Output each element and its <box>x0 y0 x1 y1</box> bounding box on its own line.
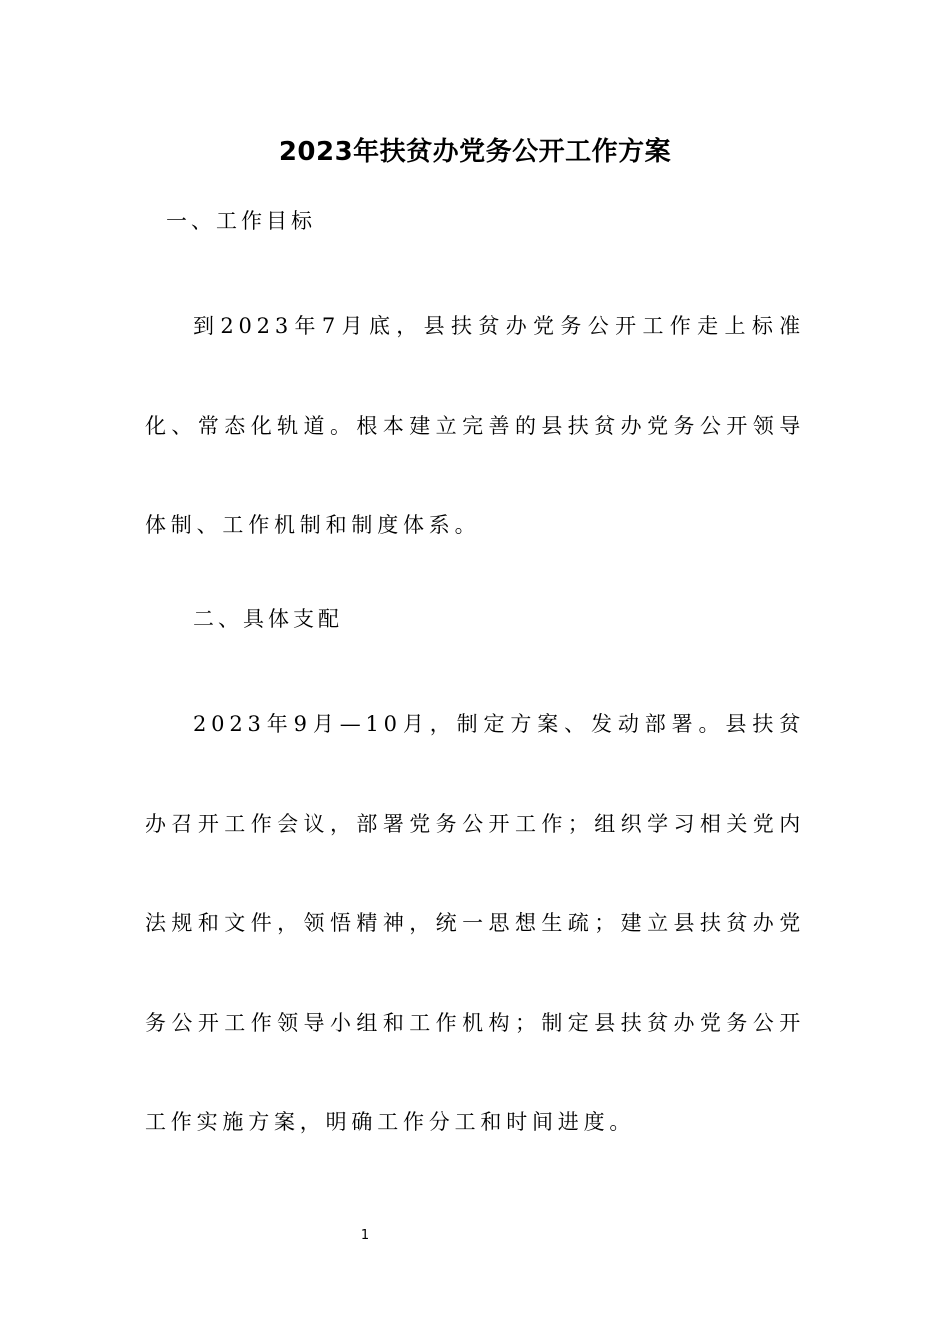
section-paragraph-goals: 到2023年7月底，县扶贫办党务公开工作走上标准化、常态化轨道。根本建立完善的县扶贫办党务公开领导体制、工作机制和制度体系。 <box>145 314 805 537</box>
document-title: 2023年扶贫办党务公开工作方案 <box>278 137 672 167</box>
section-heading-arrangement: 二、具体支配 <box>193 607 343 631</box>
section-heading-goals: 一、工作目标 <box>166 209 316 233</box>
section-paragraph-arrangement: 2023年9月—10月，制定方案、发动部署。县扶贫办召开工作会议，部署党务公开工作；组织学习相关党内法规和文件，领悟精神，统一思想生疏；建立县扶贫办党务公开工作领导小组和工作机构；制定县扶贫办党务公开工作实施方案，明确工作分工和时间进度。 <box>145 712 805 1134</box>
page-number: 1 <box>360 1228 370 1243</box>
